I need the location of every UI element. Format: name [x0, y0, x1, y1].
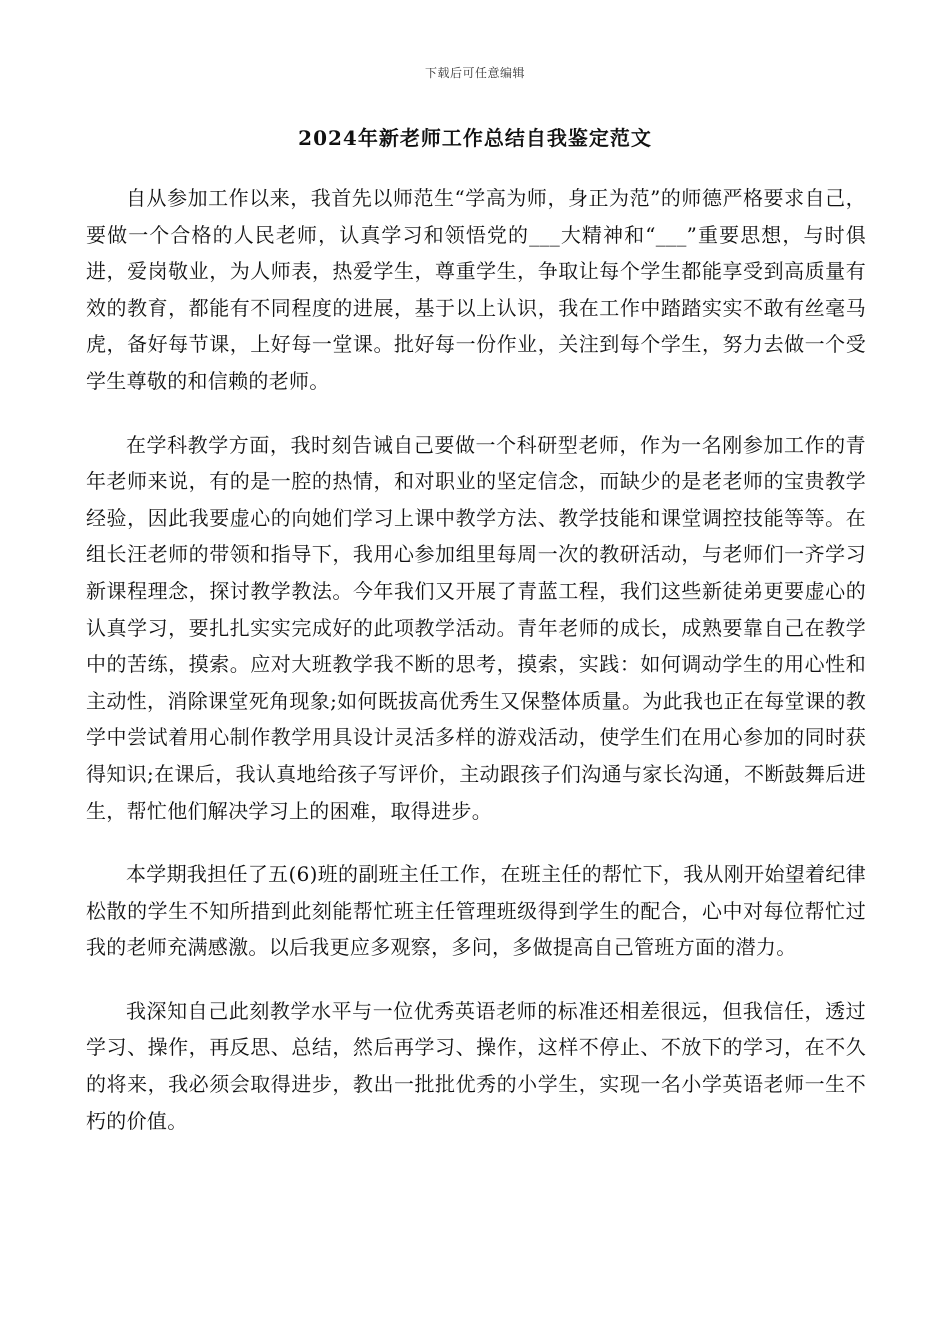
- paragraph-2: 在学科教学方面，我时刻告诫自己要做一个科研型老师，作为一名刚参加工作的青年老师来说，有的是一腔的热情，和对职业的坚定信念，而缺少的是老老师的宝贵教学经验，因此我要虚心的向她们学习上课中教学方法、教学技能和课堂调控技能等等。在组长汪老师的带领和指导下，我用心参加组里每周一次的教研活动，与老师们一齐学习新课程理念，探讨教学教法。今年我们又开展了青蓝工程，我们这些新徒弟更要虚心的认真学习，要扎扎实实完成好的此项教学活动。青年老师的成长，成熟要靠自己在教学中的苦练，摸索。应对大班教学我不断的思考，摸索，实践：如何调动学生的用心性和主动性，消除课堂死角现象;如何既拔高优秀生又保整体质量。为此我也正在每堂课的教学中尝试着用心制作教学用具设计灵活多样的游戏活动，使学生们在用心参加的同时获得知识;在课后，我认真地给孩子写评价，主动跟孩子们沟通与家长沟通，不断鼓舞后进生，帮忙他们解决学习上的困难，取得进步。: [86, 432, 866, 823]
- document-body: [86, 180, 866, 1166]
- paragraph-4: 我深知自己此刻教学水平与一位优秀英语老师的标准还相差很远，但我信任，透过学习、操作，再反思、总结，然后再学习、操作，这样不停止、不放下的学习，在不久的将来，我必须会取得进步，教出一批批优秀的小学生，实现一名小学英语老师一生不朽的价值。: [86, 998, 866, 1133]
- paragraph-3: 本学期我担任了五(6)班的副班主任工作，在班主任的帮忙下，我从刚开始望着纪律松散的学生不知所措到此刻能帮忙班主任管理班级得到学生的配合，心中对每位帮忙过我的老师充满感激。以后我更应多观察，多问，多做提高自己管班方面的潜力。: [86, 862, 866, 960]
- download-note: 下载后可任意编辑: [424, 66, 525, 80]
- paragraph-1: 自从参加工作以来，我首先以师范生“学高为师，身正为范”的师德严格要求自己，要做一个合格的人民老师，认真学习和领悟党的___大精神和“___”重要思想，与时俱进，爱岗敬业，为人师表，热爱学生，尊重学生，争取让每个学生都能享受到高质量有效的教育，都能有不同程度的进展，基于以上认识，我在工作中踏踏实实不敢有丝毫马虎，备好每节课，上好每一堂课。批好每一份作业，关注到每个学生，努力去做一个受学生尊敬的和信赖的老师。: [86, 186, 866, 393]
- document-title: 2024年新老师工作总结自我鉴定范文: [298, 126, 652, 150]
